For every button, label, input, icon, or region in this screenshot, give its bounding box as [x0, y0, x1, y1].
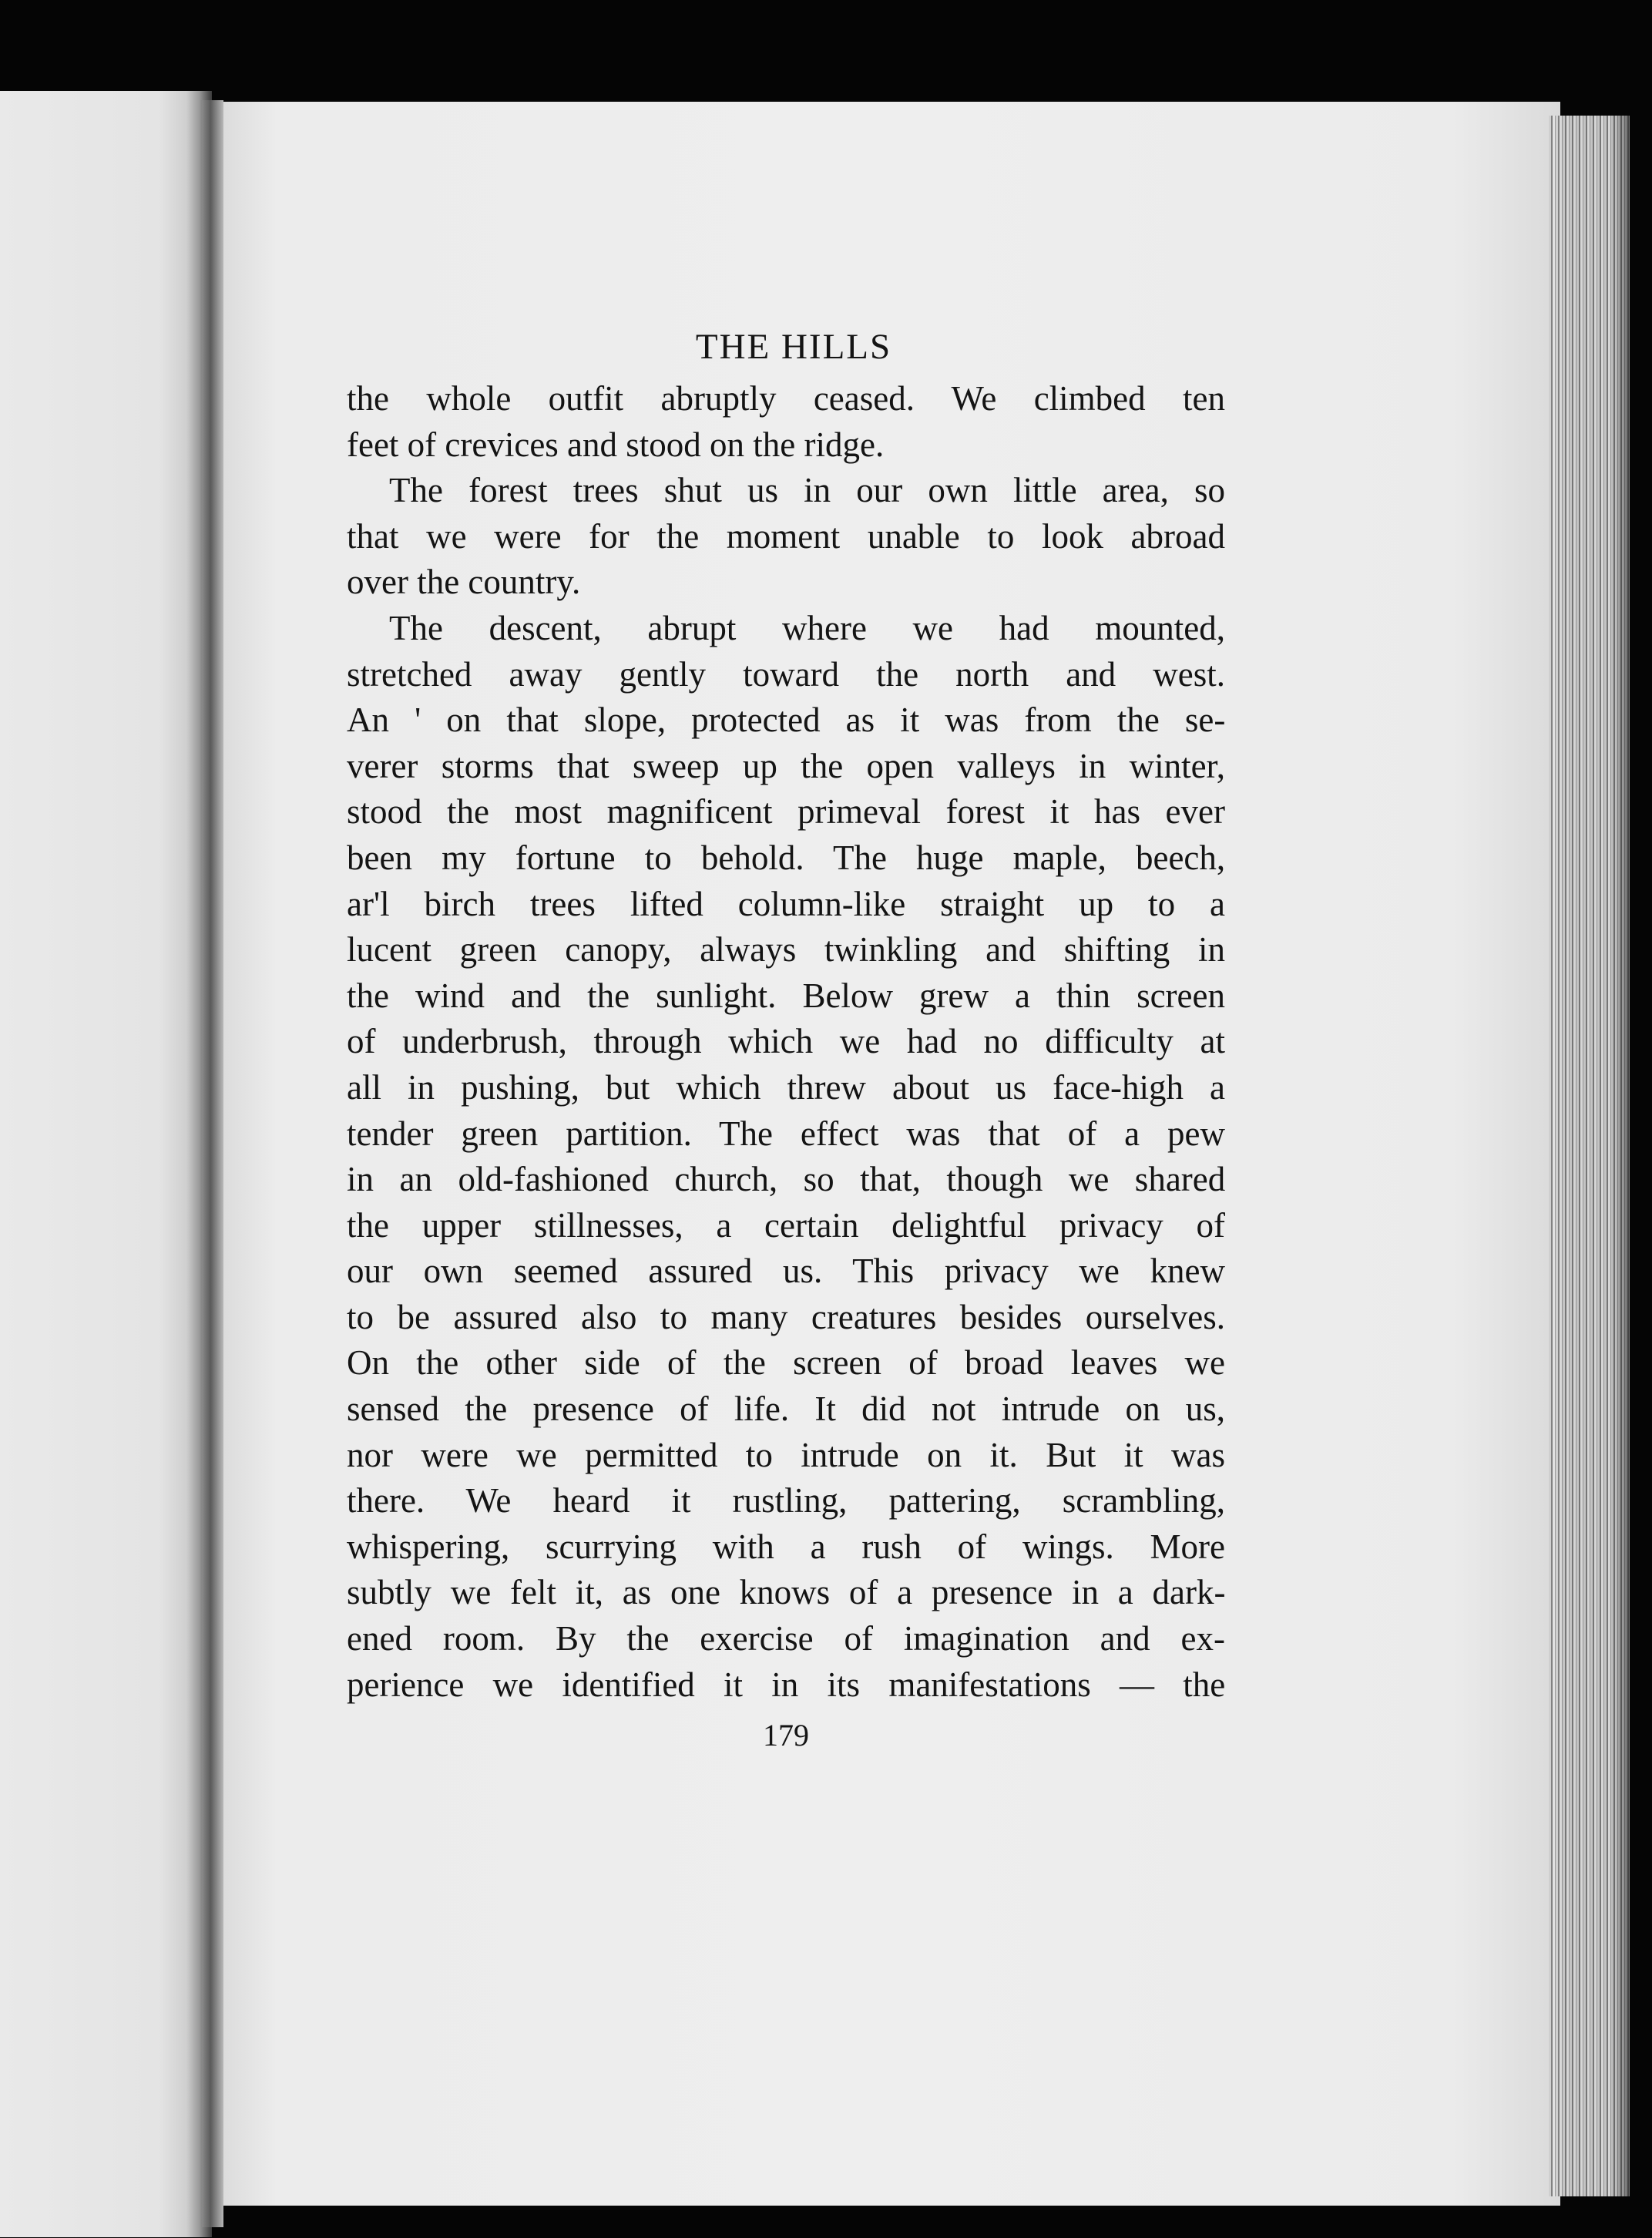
page-number: 179 [763, 1718, 809, 1753]
text-line: in an old-fashioned church, so that, though we shared [347, 1160, 1226, 1199]
running-head: THE HILLS [695, 327, 892, 367]
text-line: the whole outfit abruptly ceased. We climbed ten [347, 379, 1225, 418]
page-text-block [347, 324, 1225, 1759]
paragraph-2 [347, 468, 1225, 606]
text-line: verer storms that sweep up the open valleys in winter, [347, 746, 1225, 785]
text-line: subtly we felt it, as one knows of a presence in a dark- [347, 1573, 1226, 1612]
text-line: tender green partition. The effect was that of a pew [347, 1114, 1225, 1153]
text-line: been my fortune to behold. The huge maple, beech, [347, 838, 1226, 877]
text-line: lucent green canopy, always twinkling and shifting in [347, 930, 1225, 969]
text-line: ened room. By the exercise of imagination and ex- [347, 1619, 1225, 1658]
paragraph-3 [347, 606, 1225, 1708]
text-line: stretched away gently toward the north and west. [347, 654, 1225, 694]
text-line: all in pushing, but which threw about us face-high a [347, 1067, 1225, 1107]
paragraph-1 [347, 376, 1225, 468]
text-line: to be assured also to many creatures besides ourselves. [347, 1297, 1225, 1336]
text-line: The descent, abrupt where we had mounted, [389, 608, 1225, 647]
text-line: feet of crevices and stood on the ridge. [347, 425, 885, 464]
text-line: An ' on that slope, protected as it was from the se- [347, 701, 1226, 740]
page-edges-shadow [1610, 116, 1652, 2196]
text-line: over the country. [347, 563, 581, 602]
text-line: of underbrush, through which we had no difficulty at [347, 1022, 1225, 1061]
text-line: sensed the presence of life. It did not intrude on us, [347, 1390, 1225, 1429]
text-line: whispering, scurrying with a rush of wings. More [347, 1527, 1225, 1566]
text-line: On the other side of the screen of broad leaves we [347, 1343, 1225, 1383]
text-line: perience we identified it in its manifestations — the [347, 1665, 1226, 1704]
text-line: the wind and the sunlight. Below grew a thin screen [347, 976, 1225, 1015]
text-line: stood the most magnificent primeval forest it has ever [347, 792, 1225, 832]
text-line: ar'l birch trees lifted column-like straight up to a [347, 884, 1225, 923]
text-line: there. We heard it rustling, pattering, scrambling, [347, 1481, 1225, 1521]
text-line: nor were we permitted to intrude on it. But it was [347, 1435, 1225, 1474]
text-line: that we were for the moment unable to look abroad [347, 516, 1225, 556]
text-line: The forest trees shut us in our own little area, so [389, 471, 1225, 510]
left-facing-page [0, 91, 212, 2237]
text-line: the upper stillnesses, a certain delightful privacy of [347, 1205, 1225, 1245]
book-gutter [202, 100, 223, 2227]
text-line: our own seemed assured us. This privacy we knew [347, 1252, 1225, 1291]
